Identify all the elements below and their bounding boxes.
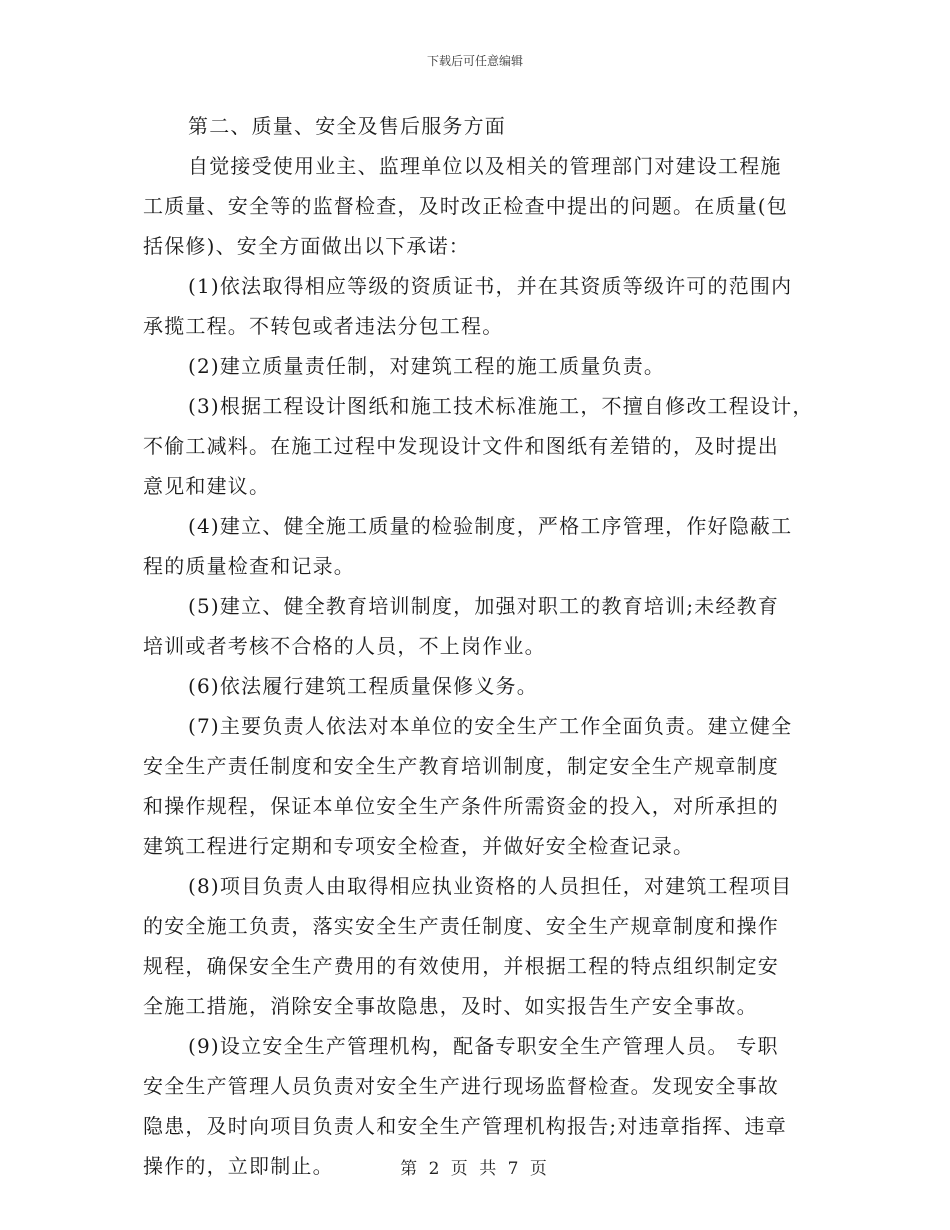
page-number-footer: 第 2 页 共 7 页 bbox=[400, 1159, 550, 1179]
text-line: 安全生产责任制度和安全生产教育培训制度，制定安全生产规章制度 bbox=[143, 754, 779, 778]
paragraph-item-6 bbox=[143, 666, 815, 706]
text-line: 工质量、安全等的监督检查，及时改正检查中提出的问题。在质量(包 bbox=[143, 194, 789, 218]
text-line: 第二、质量、安全及售后服务方面 bbox=[188, 114, 506, 138]
text-line: 操作的，立即制止。 bbox=[143, 1154, 334, 1178]
document-body bbox=[143, 106, 815, 1186]
text-line: (7)主要负责人依法对本单位的安全生产工作全面负责。建立健全 bbox=[188, 714, 793, 738]
text-line: (9)设立安全生产管理机构，配备专职安全生产管理人员。 专职 bbox=[188, 1034, 779, 1058]
text-line: 全施工措施，消除安全事故隐患，及时、如实报告生产安全事故。 bbox=[143, 994, 758, 1018]
section-heading bbox=[143, 106, 815, 146]
paragraph-item-5 bbox=[143, 586, 815, 666]
text-line: 自觉接受使用业主、监理单位以及相关的管理部门对建设工程施 bbox=[188, 154, 782, 178]
text-line: 承揽工程。不转包或者违法分包工程。 bbox=[143, 314, 504, 338]
text-line: 隐患，及时向项目负责人和安全生产管理机构报告;对违章指挥、违章 bbox=[143, 1114, 787, 1138]
text-line: (1)依法取得相应等级的资质证书，并在其资质等级许可的范围内 bbox=[188, 274, 793, 298]
text-line: 安全生产管理人员负责对安全生产进行现场监督检查。发现安全事故 bbox=[143, 1074, 779, 1098]
text-line: 括保修)、安全方面做出以下承诺： bbox=[143, 234, 471, 258]
text-line: (5)建立、健全教育培训制度，加强对职工的教育培训;未经教育 bbox=[188, 594, 780, 618]
paragraph-item-3 bbox=[143, 386, 815, 506]
text-line: 规程，确保安全生产费用的有效使用，并根据工程的特点组织制定安 bbox=[143, 954, 779, 978]
paragraph-item-2 bbox=[143, 346, 815, 386]
paragraph-item-1 bbox=[143, 266, 815, 346]
text-line: 培训或者考核不合格的人员，不上岗作业。 bbox=[143, 634, 546, 658]
text-line: (3)根据工程设计图纸和施工技术标准施工，不擅自修改工程设计， bbox=[188, 394, 814, 418]
paragraph-item-7 bbox=[143, 706, 815, 866]
paragraph-item-4 bbox=[143, 506, 815, 586]
text-line: 和操作规程，保证本单位安全生产条件所需资金的投入，对所承担的 bbox=[143, 794, 779, 818]
paragraph-item-8 bbox=[143, 866, 815, 1026]
text-line: (2)建立质量责任制，对建筑工程的施工质量负责。 bbox=[188, 354, 666, 378]
text-line: 的安全施工负责，落实安全生产责任制度、安全生产规章制度和操作 bbox=[143, 914, 779, 938]
text-line: (4)建立、健全施工质量的检验制度，严格工序管理，作好隐蔽工 bbox=[188, 514, 793, 538]
paragraph-intro bbox=[143, 146, 815, 266]
text-line: 程的质量检查和记录。 bbox=[143, 554, 355, 578]
text-line: 建筑工程进行定期和专项安全检查，并做好安全检查记录。 bbox=[143, 834, 695, 858]
text-line: 不偷工减料。在施工过程中发现设计文件和图纸有差错的，及时提出 bbox=[143, 434, 779, 458]
text-line: (6)依法履行建筑工程质量保修义务。 bbox=[188, 674, 538, 698]
header-note: 下载后可任意编辑 bbox=[426, 54, 523, 68]
text-line: 意见和建议。 bbox=[143, 474, 271, 498]
text-line: (8)项目负责人由取得相应执业资格的人员担任，对建筑工程项目 bbox=[188, 874, 793, 898]
